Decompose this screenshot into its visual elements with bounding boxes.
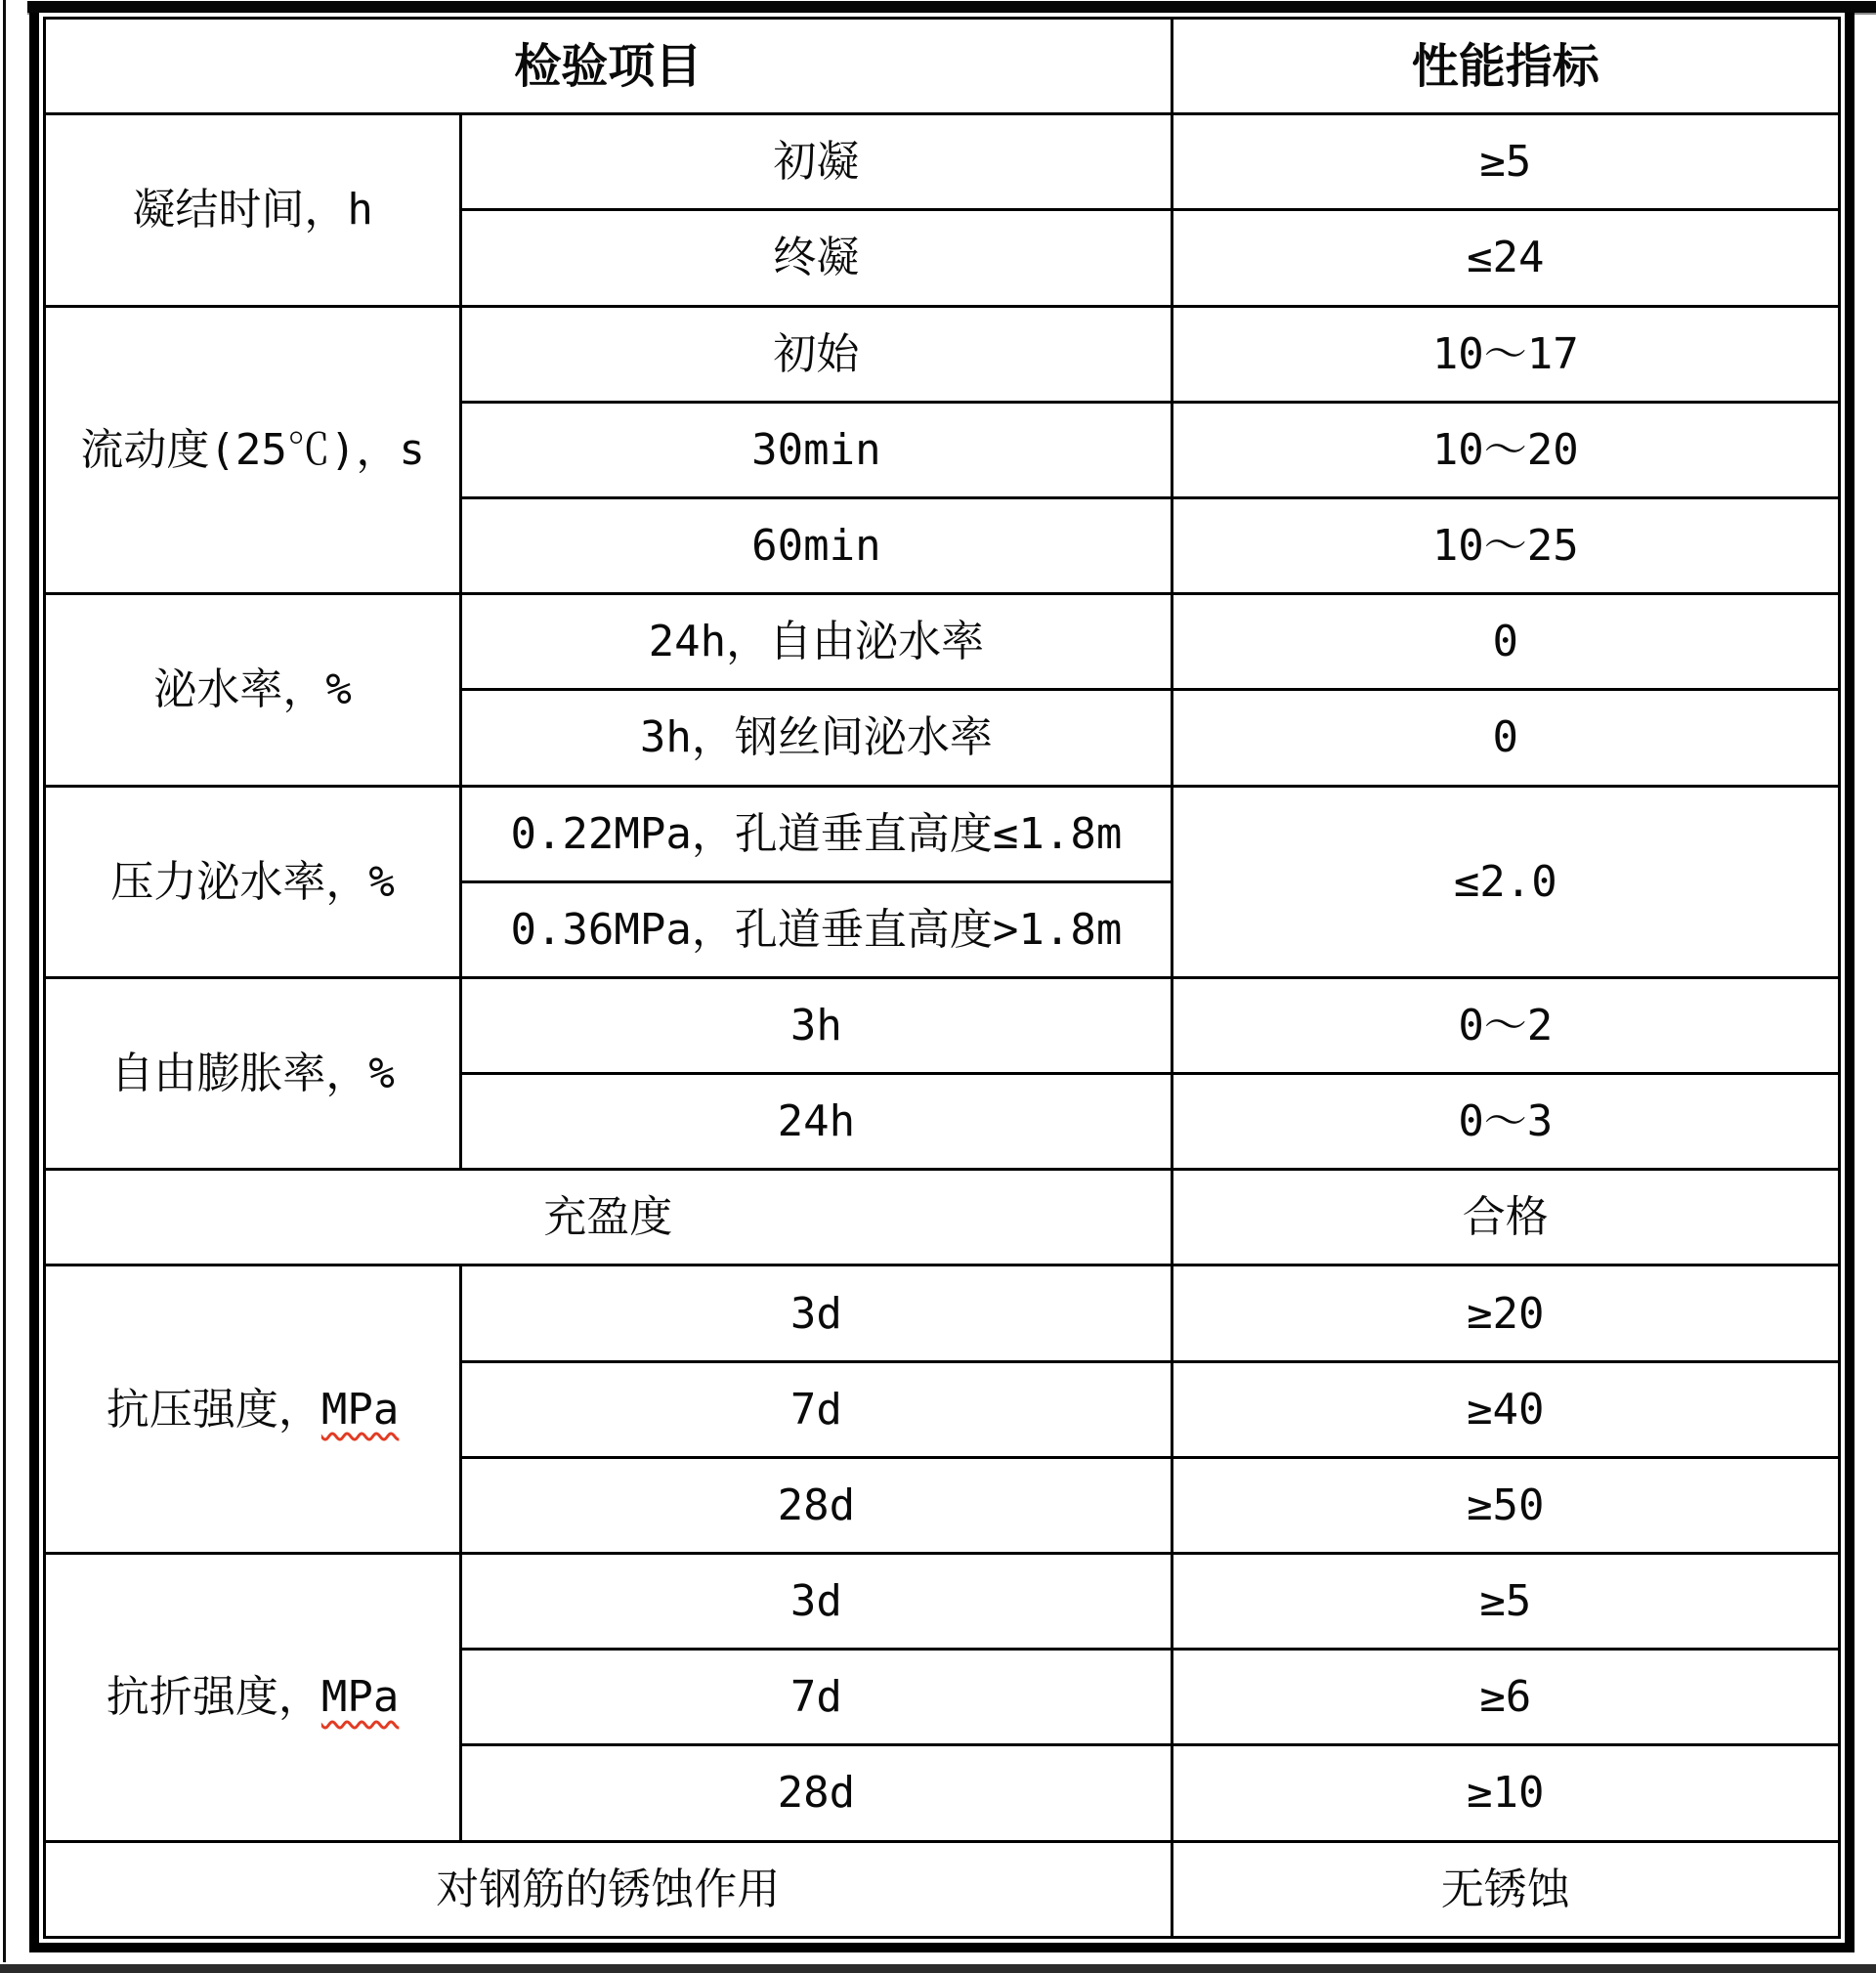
item-cell: 28d: [461, 1457, 1172, 1553]
value-cell: 10～17: [1172, 306, 1839, 402]
group-cell-pressure-bleeding-rate: 压力泌水率，%: [45, 786, 461, 977]
header-performance-index-cell: 性能指标: [1172, 19, 1839, 114]
item-cell: 3d: [461, 1265, 1172, 1361]
value-cell: ≥40: [1172, 1361, 1839, 1457]
item-cell-corrosion: 对钢筋的锈蚀作用: [45, 1841, 1172, 1937]
header-row: [45, 19, 1840, 114]
value-cell: 0～2: [1172, 977, 1839, 1073]
group-label-text: 抗折强度，: [106, 1672, 321, 1723]
group-cell-free-expansion-rate: 自由膨胀率，%: [45, 977, 461, 1169]
value-cell: ≥50: [1172, 1457, 1839, 1553]
item-cell: 28d: [461, 1745, 1172, 1841]
value-cell: ≥6: [1172, 1650, 1839, 1745]
value-cell: ≥20: [1172, 1265, 1839, 1361]
value-cell: 10～20: [1172, 402, 1839, 497]
group-cell-flexural-strength: [45, 1554, 461, 1842]
item-cell: 24h: [461, 1074, 1172, 1170]
value-cell: 无锈蚀: [1172, 1841, 1839, 1937]
item-cell: 初凝: [461, 114, 1172, 210]
performance-spec-table: [43, 17, 1841, 1939]
table-row: [45, 306, 1840, 402]
table-row: [45, 1554, 1840, 1650]
value-cell: 0: [1172, 690, 1839, 786]
value-cell: ≥5: [1172, 1554, 1839, 1650]
item-cell: 3h，钢丝间泌水率: [461, 690, 1172, 786]
value-cell-merged: ≤2.0: [1172, 786, 1839, 977]
header-test-item-cell: 检验项目: [45, 19, 1172, 114]
item-cell: 终凝: [461, 210, 1172, 306]
item-cell: 24h，自由泌水率: [461, 594, 1172, 690]
table-row: [45, 1170, 1840, 1265]
bottom-page-border-bar: [0, 1964, 1876, 1973]
item-cell: 7d: [461, 1650, 1172, 1745]
table-row: [45, 786, 1840, 881]
item-cell: 初始: [461, 306, 1172, 402]
group-cell-bleeding-rate: 泌水率，%: [45, 594, 461, 786]
value-cell: 0: [1172, 594, 1839, 690]
item-cell: 0.22MPa，孔道垂直高度≤1.8m: [461, 786, 1172, 881]
item-cell: 3h: [461, 977, 1172, 1073]
table-row: [45, 594, 1840, 690]
table-row: [45, 1841, 1840, 1937]
table-row: [45, 977, 1840, 1073]
value-cell: 合格: [1172, 1170, 1839, 1265]
value-cell: ≥10: [1172, 1745, 1839, 1841]
group-cell-compressive-strength: [45, 1265, 461, 1554]
group-cell-fluidity: 流动度(25℃)，s: [45, 306, 461, 594]
page-edge-line: [3, 0, 6, 1962]
item-cell: 60min: [461, 497, 1172, 593]
item-cell: 3d: [461, 1554, 1172, 1650]
table-row: [45, 1265, 1840, 1361]
item-cell: 30min: [461, 402, 1172, 497]
group-cell-setting-time: 凝结时间，h: [45, 114, 461, 306]
value-cell: ≤24: [1172, 210, 1839, 306]
spellcheck-underline-text: MPa: [320, 1384, 400, 1435]
table-row: [45, 114, 1840, 210]
value-cell: 10～25: [1172, 497, 1839, 593]
performance-spec-table-frame: [29, 13, 1855, 1952]
item-cell: 7d: [461, 1361, 1172, 1457]
value-cell: 0～3: [1172, 1074, 1839, 1170]
group-label-text: 抗压强度，: [106, 1384, 321, 1435]
spellcheck-underline-text: MPa: [320, 1672, 400, 1723]
item-cell: 0.36MPa，孔道垂直高度>1.8m: [461, 881, 1172, 977]
item-cell-fullness: 充盈度: [45, 1170, 1172, 1265]
value-cell: ≥5: [1172, 114, 1839, 210]
